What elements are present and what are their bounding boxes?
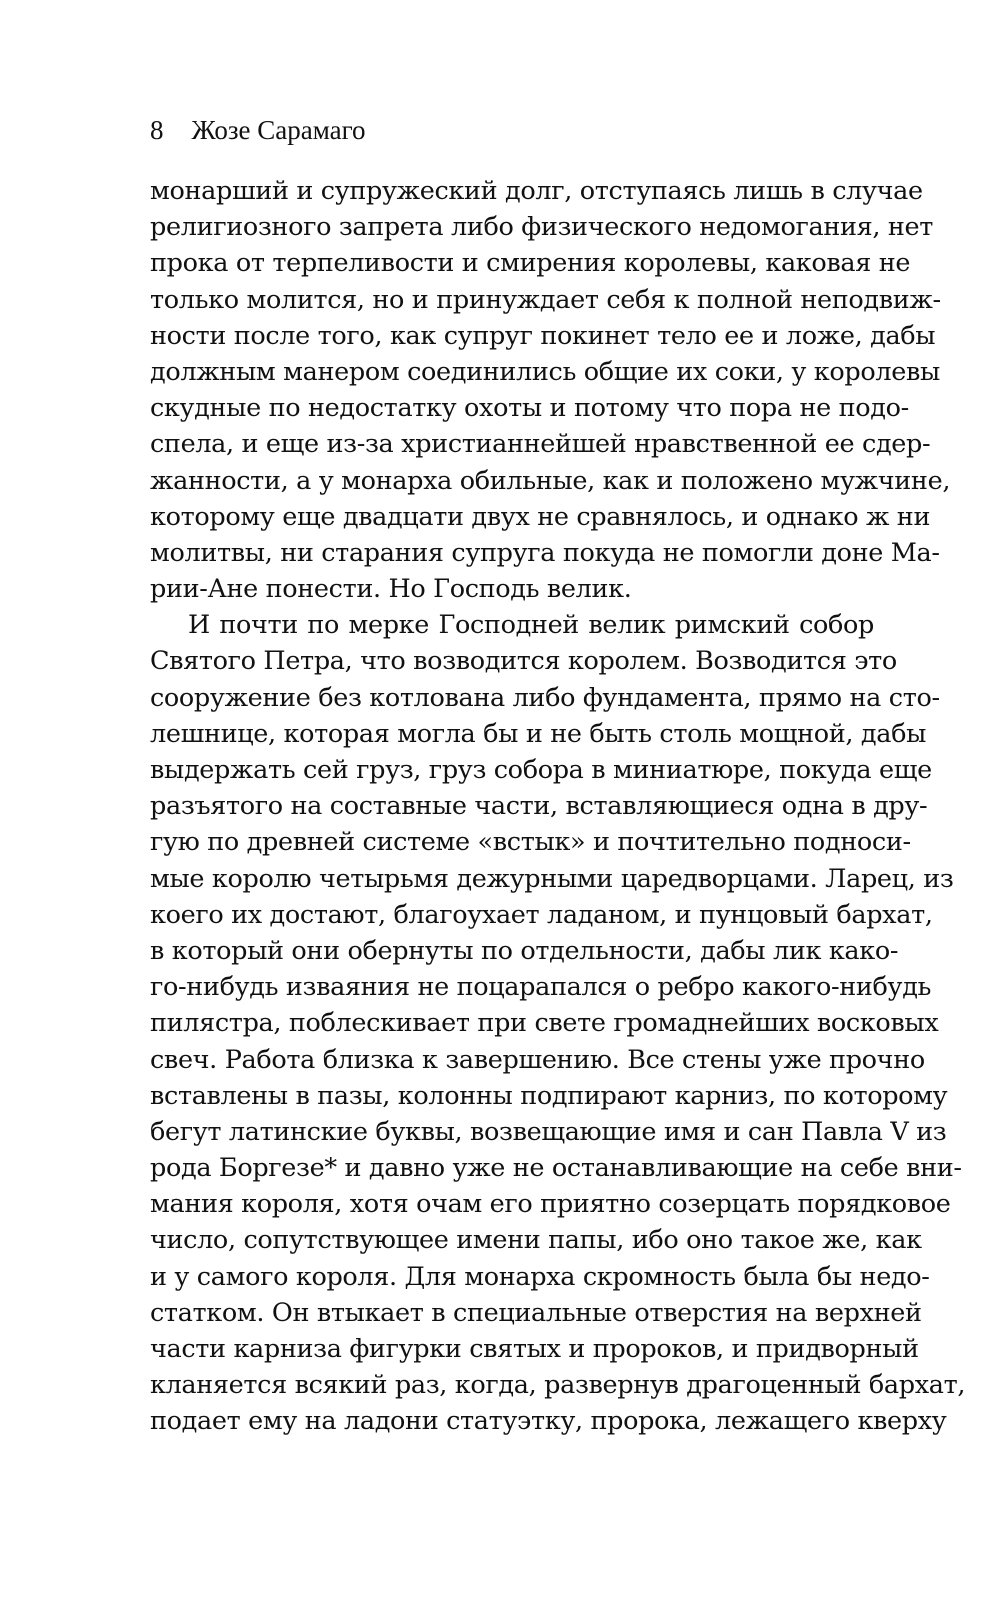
text-line: рии-Ане понести. Но Господь велик. [150, 574, 632, 605]
text-line: ности после того, как супруг покинет тело ее и ложе, дабы [150, 320, 936, 351]
text-line: прока от терпеливости и смирения королевы, каковая не [150, 248, 911, 279]
text-line: части карниза фигурки святых и пророков, и придворный [150, 1334, 919, 1364]
text-line: сооружение без котлована либо фундамента, прямо на сто- [150, 682, 940, 713]
text-line: Святого Петра, что возводится королем. Возводится это [150, 646, 897, 677]
text-line: только молится, но и принуждает себя к полной неподвиж- [150, 284, 941, 315]
text-line: мания короля, хотя очам его приятно созерцать порядковое [150, 1189, 951, 1220]
page-number: 8 [150, 115, 164, 145]
text-line: го-нибудь изваяния не поцарапался о ребро какого-нибудь [150, 972, 932, 1003]
text-line: бегут латинские буквы, возвещающие имя и сан Павла V из [150, 1116, 947, 1147]
text-line: И почти по мерке Господней велик римский собор [188, 610, 874, 641]
paragraph [150, 607, 966, 1439]
text-line: жанности, а у монарха обильные, как и положено мужчине, [150, 465, 951, 496]
text-line: коего их достают, благоухает ладаном, и пунцовый бархат, [150, 899, 933, 930]
text-line: монарший и супружеский долг, отступаясь лишь в случае [150, 176, 923, 206]
text-line: рода Боргезе* и давно уже не останавливающие на себе вни- [150, 1153, 962, 1184]
text-line: подает ему на ладони статуэтку, пророка, лежащего кверху [150, 1406, 947, 1437]
text-line: молитвы, ни старания супруга покуда не помогли доне Ма- [150, 537, 940, 568]
text-line: которому еще двадцати двух не сравнялось, и однако ж ни [150, 501, 931, 532]
text-line: число, сопутствующее имени папы, ибо оно такое же, как [150, 1225, 922, 1256]
text-line: и у самого короля. Для монарха скромность была бы недо- [150, 1261, 930, 1292]
body-text [150, 173, 966, 1440]
text-line: статком. Он втыкает в специальные отверстия на верхней [150, 1297, 922, 1328]
text-line: пилястра, поблескивает при свете громаднейших восковых [150, 1008, 939, 1039]
text-line: религиозного запрета либо физического недомогания, нет [150, 212, 934, 243]
text-line: лешнице, которая могла бы и не быть столь мощной, дабы [150, 718, 927, 749]
author-name: Жозе Сарамаго [191, 115, 366, 145]
text-line: свеч. Работа близка к завершению. Все стены уже прочно [150, 1044, 925, 1075]
text-line: спела, и еще из-за христианнейшей нравственной ее сдер- [150, 429, 931, 460]
text-line: выдержать сей груз, груз собора в миниатюре, покуда еще [150, 755, 932, 785]
running-header [150, 112, 365, 148]
text-line: мые королю четырьмя дежурными царедворцами. Ларец, из [150, 863, 954, 894]
text-line: кланяется всякий раз, когда, развернув драгоценный бархат, [150, 1370, 966, 1401]
paragraph [150, 173, 951, 607]
text-line: разъятого на составные части, вставляющиеся одна в дру- [150, 791, 928, 822]
text-line: должным манером соединились общие их соки, у королевы [150, 356, 940, 387]
text-line: в который они обернуты по отдельности, дабы лик како- [150, 935, 899, 966]
text-line: гую по древней системе «встык» и почтительно подноси- [150, 827, 911, 858]
text-line: вставлены в пазы, колонны подпирают карниз, по которому [150, 1080, 948, 1111]
text-line: скудные по недостатку охоты и потому что пора не подо- [150, 393, 909, 424]
